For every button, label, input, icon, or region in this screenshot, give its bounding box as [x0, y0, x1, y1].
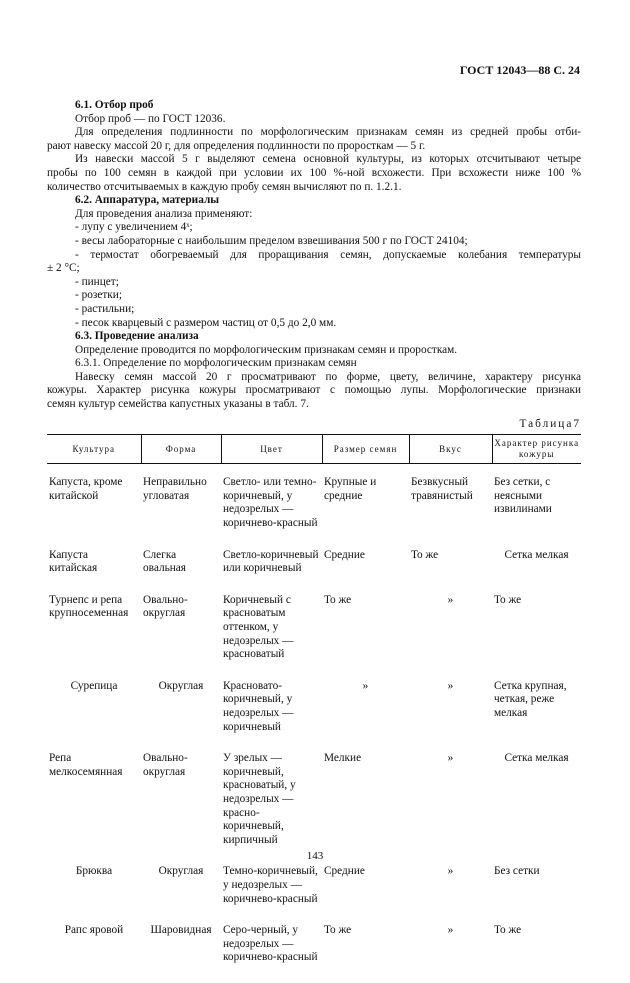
list-item-continuation: ± 2 °С;	[47, 262, 80, 275]
table-cell: Сурепица	[70, 679, 118, 692]
table-row	[47, 752, 581, 865]
paragraph-line: Из навески массой 5 г выделяют семена основной культуры, из которых отсчитывают четыре	[75, 153, 581, 166]
column-header: Размер семян	[322, 435, 409, 464]
paragraph-line: пробы по 100 семян в каждой при условии их 100 %-ной всхожести. При всхожести ниже 100 %	[47, 166, 581, 179]
table-cell: Средние	[324, 865, 365, 878]
list-item: - лупу с увеличением 4ˣ;	[75, 221, 193, 234]
table-cell: То же	[411, 548, 439, 561]
table-cell: »	[447, 593, 454, 606]
table-cell: Овально-округлая	[143, 593, 188, 620]
section-6-1-title: 6.1. Отбор проб	[75, 99, 154, 111]
column-header: Культура	[47, 435, 141, 464]
table-cell: Темно-коричневый, у недозрелых — коричнево-красный	[223, 865, 318, 905]
table-cell: Без сетки, с неясными извилинами	[494, 476, 552, 516]
table-cell: Мелкие	[324, 752, 362, 765]
table-row	[47, 594, 581, 680]
column-header: Форма	[141, 435, 221, 464]
paragraph-line: кожуры. Характер рисунка кожуры просматривают с помощью лупы. Морфологические признаки	[47, 384, 581, 397]
table-cell: Серо-черный, у недозрелых — коричнево-красный	[223, 924, 318, 964]
table-cell: Капуста китайская	[49, 548, 98, 575]
list-item: - песок кварцевый с размером частиц от 0,5 до 2,0 мм.	[75, 316, 337, 329]
table-row	[47, 549, 581, 594]
table-cell: »	[362, 679, 369, 692]
list-item: - весы лабораторные с наибольшим пределом взвешивания 500 г по ГОСТ 24104;	[75, 234, 468, 247]
section-6-3-title: 6.3. Проведение анализа	[75, 330, 199, 343]
table-header-row	[47, 435, 581, 464]
table-cell: »	[447, 924, 454, 937]
column-header: Цвет	[221, 435, 322, 464]
table-cell: Рапс яровой	[64, 924, 124, 937]
list-item: - растильни;	[75, 302, 135, 315]
table-cell: Безвкусный травянистый	[411, 476, 473, 502]
paragraph-line: семян культур семейства капустных указаны в табл. 7.	[47, 398, 309, 411]
table-cell: Репа мелкосемянная	[49, 752, 123, 778]
table-cell: Округлая	[158, 679, 204, 692]
paragraph-line: рают навеску массой 20 г, для определения подлинности по проросткам — 5 г.	[47, 139, 426, 152]
table-row	[47, 924, 581, 983]
table-cell: То же	[324, 593, 352, 606]
table-cell: Средние	[324, 548, 365, 561]
table-cell: Капуста, кроме китайской	[49, 476, 123, 502]
table-cell: Коричневый с красноватым оттенком, у недозрелых — красноватый	[223, 593, 294, 661]
table-row	[47, 865, 581, 924]
section-6-2-title: 6.2. Аппаратура, материалы	[75, 194, 220, 207]
list-item: - пинцет;	[75, 275, 119, 288]
table-row	[47, 680, 581, 752]
table-cell: Сетка крупная, четкая, реже мелкая	[494, 679, 567, 719]
table-cell: »	[447, 865, 454, 878]
paragraph: 6.3.1. Определение по морфологическим признакам семян	[75, 357, 357, 370]
table-cell: Брюква	[75, 865, 113, 878]
table-cell: Светло-коричневый или коричневый	[223, 548, 319, 575]
table-cell: Шаровидная	[150, 924, 212, 937]
page-header: ГОСТ 12043—88 С. 24	[459, 63, 580, 77]
page-number: 143	[306, 850, 324, 862]
table-cell: »	[447, 679, 454, 692]
table-caption: Таблица7	[519, 417, 581, 430]
table-cell: Светло- или темно-коричневый, у недозрелых — коричнево-красный	[223, 476, 318, 530]
table-cell: То же	[494, 593, 522, 606]
table-cell: Крупные и средние	[324, 476, 377, 502]
paragraph: Для проведения анализа применяют:	[75, 207, 253, 220]
list-item: - термостат обогреваемый для проращивания семян, допускаемые колебания температуры	[75, 248, 581, 261]
table-cell: Округлая	[158, 865, 204, 878]
table-row	[47, 464, 581, 549]
table-cell: Овально-округлая	[143, 752, 188, 778]
table-cell: Красновато-коричневый, у недозрелых — коричневый	[223, 679, 294, 733]
paragraph-line: Навеску семян массой 20 г просматривают по форме, цвету, величине, характеру рисунка	[75, 370, 581, 383]
column-header: Характер рисунка кожуры	[492, 435, 581, 464]
table-cell: Сетка мелкая	[504, 548, 569, 561]
list-item: - розетки;	[75, 289, 122, 302]
paragraph-line: Для определения подлинности по морфологическим признакам семян из средней пробы отби-	[75, 126, 581, 139]
paragraph: Определение проводится по морфологическим признакам семян и проросткам.	[75, 343, 458, 356]
table-cell: У зрелых — коричневый, красноватый, у недозрелых — красно-коричневый, кирпичный	[223, 752, 296, 846]
table-cell: »	[447, 752, 454, 765]
table-cell: Без сетки	[494, 865, 540, 878]
column-header: Вкус	[409, 435, 492, 464]
table-cell: То же	[494, 924, 522, 937]
table-cell: Неправильно угловатая	[143, 476, 207, 502]
paragraph: Отбор проб — по ГОСТ 12036.	[75, 112, 226, 125]
table-cell: Слегка овальная	[143, 548, 186, 575]
table-cell: Сетка мелкая	[504, 752, 569, 765]
paragraph-line: количество отсчитываемых в каждую пробу семян вычисляют по п. 1.2.1.	[47, 180, 402, 193]
table-cell: Турнепс и репа крупносеменная	[49, 593, 129, 620]
table-cell: То же	[324, 924, 352, 937]
seed-traits-table	[47, 434, 581, 983]
